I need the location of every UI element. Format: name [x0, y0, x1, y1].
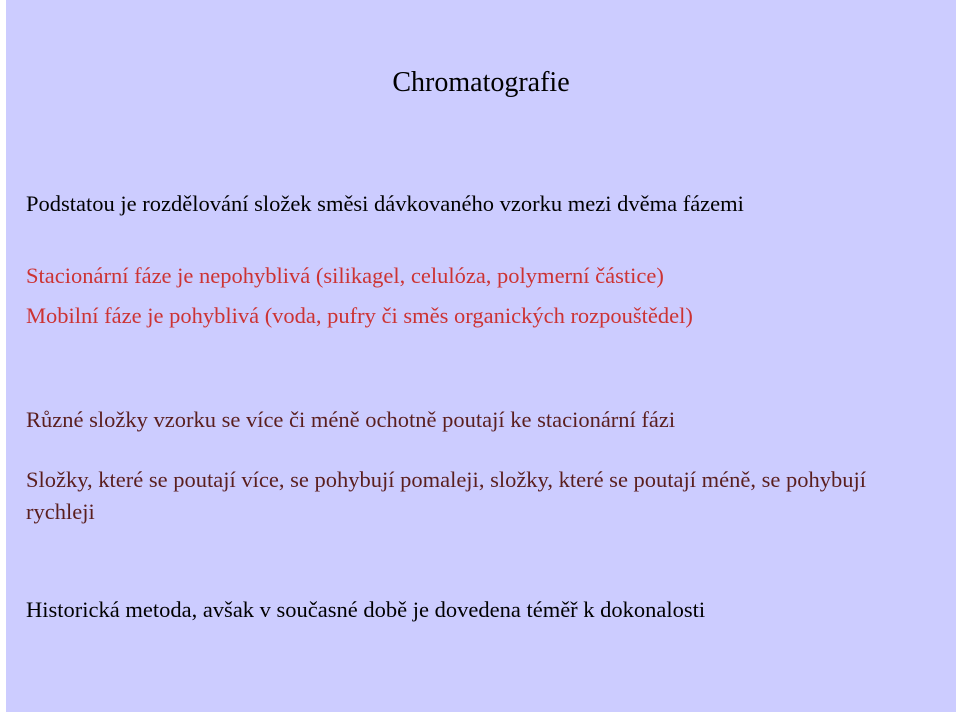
paragraph-speed: Složky, které se poutají více, se pohybují pomaleji, složky, které se poutají méně, se pohybují rychleji [26, 467, 867, 524]
paragraph-stationary-phase: Stacionární fáze je nepohyblivá (silikagel, celulóza, polymerní částice) [26, 263, 664, 288]
paragraph-binding: Různé složky vzorku se více či méně ochotně poutají ke stacionární fázi [26, 407, 676, 432]
paragraph-principle: Podstatou je rozdělování složek směsi dávkovaného vzorku mezi dvěma fázemi [26, 191, 744, 216]
paragraph-mobile-phase: Mobilní fáze je pohyblivá (voda, pufry či směs organických rozpouštědel) [26, 303, 693, 328]
slide-title: Chromatografie [392, 67, 570, 98]
slide [6, 0, 956, 712]
paragraph-history: Historická metoda, avšak v současné době je dovedena téměř k dokonalosti [26, 597, 706, 622]
